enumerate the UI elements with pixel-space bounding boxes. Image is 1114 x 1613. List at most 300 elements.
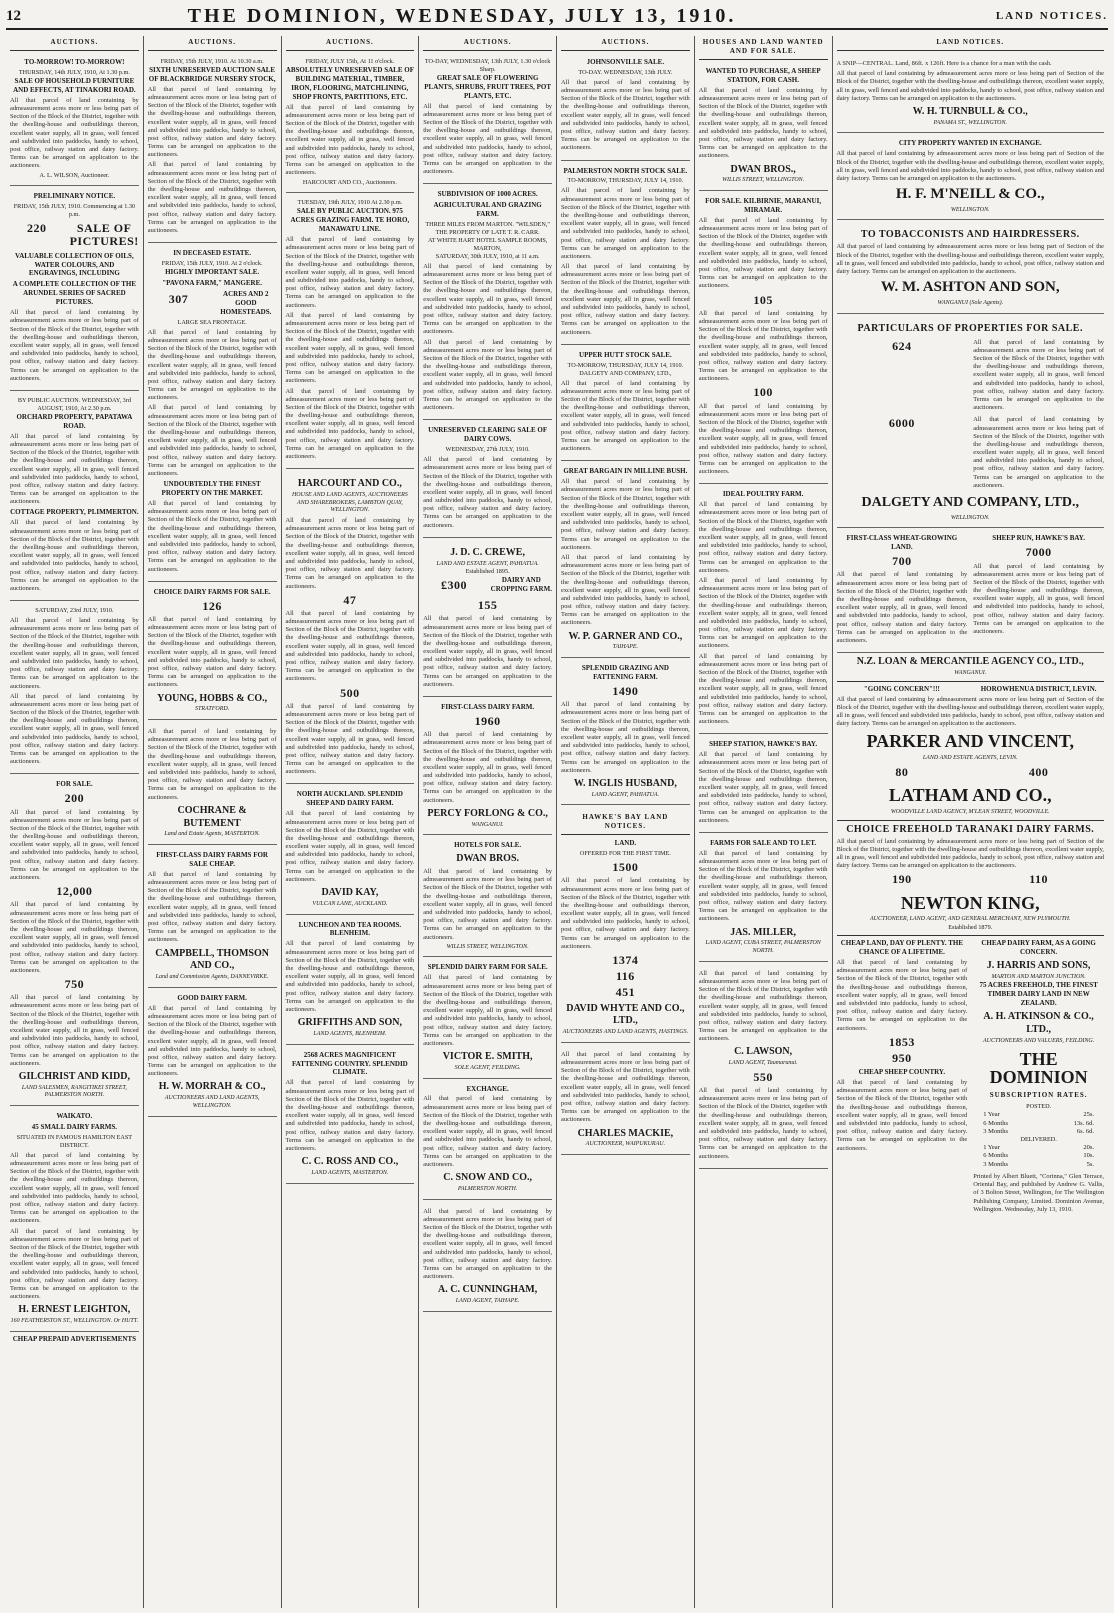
agent-address: LAND AND ESTATE AGENTS, LEVIN.	[922, 755, 1018, 762]
ad-body: All that parcel of land containing by admeasurement acres more or less being part of Section of the Block of the District, together with the dwelling-house and outbuildings thereon, excellent water supply, all in grass, well fenced and subdivided into paddocks, handy to school, post office, railway station and dairy factory. Terms can be arranged on application to the auctioneers.	[836, 243, 1104, 276]
rate-value: 5s.	[1086, 1160, 1094, 1168]
ad-body: All that parcel of land containing by admeasurement acres more or less being part of Section of the Block of the District, together with the dwelling-house and outbuildings thereon, excellent water supply, all in grass, well fenced and subdivided into paddocks, handy to school, post office, railway station and dairy factory. Terms can be arranged on application to the auctioneers.	[10, 1227, 139, 1301]
ad-body: All that parcel of land containing by admeasurement acres more or less being part of Section of the Block of the District, together with the dwelling-house and outbuildings thereon, excellent water supply, all in grass, well fenced and subdivided into paddocks, handy to school, post office, railway station and dairy factory. Terms can be arranged on application to the auctioneers.	[423, 868, 552, 941]
ad-title: FOR SALE. KILBIRNIE, MARANUI, MIRAMAR.	[705, 196, 822, 214]
page-columns	[6, 36, 1108, 1608]
ad-body: All that parcel of land containing by admeasurement acres more or less being part of Section of the Block of the District, together with the dwelling-house and outbuildings thereon, excellent water supply, all in grass, well fenced and subdivided into paddocks, handy to school, post office, railway station and dairy factory. Terms can be arranged on application to the auctioneers.	[147, 870, 277, 944]
ad-body: All that parcel of land containing by admeasurement acres more or less being part of Section of the Block of the District, together with the dwelling-house and outbuildings thereon, excellent water supply, all in grass, well fenced and subdivided into paddocks, handy to school, post office, railway station and dairy factory. Terms can be arranged on application to the auctioneers.	[423, 615, 552, 688]
agent-address: LAND AND ESTATE AGENT, PAHIATUA.	[436, 560, 539, 567]
newspaper-title: THE DOMINION, WEDNESDAY, JULY 13, 1910.	[187, 4, 737, 27]
ad-title: LUNCHEON AND TEA ROOMS. BLENHEIM.	[298, 920, 402, 938]
sale-ad	[699, 965, 828, 1169]
agent-address: Land and Commission Agents, DANNEVIRKE.	[155, 974, 269, 981]
rate-row	[973, 1128, 1104, 1136]
ad-subtitle: Established 1895.	[465, 568, 510, 576]
sale-ad	[837, 136, 1105, 220]
sale-ad	[423, 700, 552, 835]
ad-body: A SNIP—CENTRAL. Land, 86ft. x 126ft. Here is a chance for a man with the cash.	[836, 59, 1052, 67]
auction-ad	[561, 348, 690, 462]
auction-ad	[423, 423, 552, 538]
ad-title: GREAT BARGAIN IN MILLINE BUSH.	[563, 467, 688, 476]
ad-body: All that parcel of land containing by admeasurement acres more or less being part of Section of the Block of the District, together with the dwelling-house and outbuildings thereon, excellent water supply, all in grass, well fenced and subdivided into paddocks, handy to school, post office, railway station and dairy factory. Terms can be arranged on application to the auctioneers.	[147, 404, 277, 477]
rate-row	[973, 1161, 1104, 1169]
auction-ad	[423, 55, 552, 184]
ad-body: All that parcel of land containing by admeasurement acres more or less being part of Section of the Block of the District, together with the dwelling-house and outbuildings thereon, excellent water supply, all in grass, well fenced and subdivided into paddocks, handy to school, post office, railway station and dairy factory. Terms can be arranged on application to the auctioneers.	[836, 571, 968, 644]
ad-body: All that parcel of land containing by admeasurement acres more or less being part of Section of the Block of the District, together with the dwelling-house and outbuildings thereon, excellent water supply, all in grass, well fenced and subdivided into paddocks, handy to school, post office, railway station and dairy factory. Terms can be arranged on application to the auctioneers.	[423, 456, 552, 529]
rate-row	[973, 1144, 1104, 1152]
ad-body: All that parcel of land containing by admeasurement acres more or less being part of Section of the Block of the District, together with the dwelling-house and outbuildings thereon, excellent water supply, all in grass, well fenced and subdivided into paddocks, handy to school, post office, railway station and dairy factory. Terms can be arranged on application to the auctioneers.	[973, 416, 1104, 489]
ad-headline: CHOICE FREEHOLD TARANAKI DAIRY FARMS.	[846, 823, 1095, 835]
ad-title: "GOING CONCERN"!!!	[863, 684, 940, 693]
ad-title: HIGHLY IMPORTANT SALE.	[165, 268, 260, 277]
sale-ad	[561, 661, 690, 805]
ad-title: SIXTH UNRESERVED AUCTION SALE OF BLACKBRIDGE NURSERY STOCK,	[148, 65, 276, 83]
agent-name: H. F. M'NEILL & CO.,	[895, 186, 1045, 203]
ad-number: 47	[343, 592, 357, 607]
column-heading: LAND NOTICES.	[837, 36, 1105, 51]
column-1	[6, 36, 144, 1608]
sale-ad	[286, 918, 415, 1045]
column-heading: AUCTIONS.	[10, 36, 139, 51]
agent-address: HOUSE AND LAND AGENTS, AUCTIONEERS AND SHAREBROKERS, LAMBTON QUAY, WELLINGTON.	[291, 491, 408, 514]
ad-date: TO-MORROW, THURSDAY, JULY 14, 1910.	[567, 177, 684, 185]
agent-address: PANAMA ST., WELLINGTON.	[933, 119, 1007, 126]
agent-address: LAND SALESMEN, RANGITIKEI STREET, PALMERSTON NORTH.	[21, 1084, 127, 1099]
sale-ad	[837, 55, 1105, 133]
agent-ad	[286, 472, 415, 784]
ad-subtitle: OFFERED FOR THE FIRST TIME.	[579, 850, 671, 858]
auction-ad	[561, 55, 690, 161]
rate-value: 25s.	[1083, 1111, 1094, 1119]
ad-number: 550	[753, 1069, 773, 1084]
agent-name: YOUNG, HOBBS & CO.,	[157, 692, 268, 704]
ad-title: FOR SALE.	[56, 780, 93, 789]
agent-name: J. HARRIS AND SONS,	[986, 960, 1091, 971]
auction-ad	[10, 55, 139, 186]
agent-name: DWAN BROS.,	[730, 163, 796, 175]
ad-number: 200	[64, 791, 85, 806]
column-heading: AUCTIONS.	[423, 36, 552, 51]
agent-address: Land and Estate Agents, MASTERTON.	[164, 831, 260, 838]
ad-subtitle: SITUATED IN FAMOUS HAMILTON EAST DISTRICT.	[16, 1134, 133, 1149]
ad-body: All that parcel of land containing by admeasurement acres more or less being part of Section of the Block of the District, together with the dwelling-house and outbuildings thereon, excellent water supply, all in grass, well fenced and subdivided into paddocks, handy to school, post office, railway station and dairy factory. Terms can be arranged on application to the auctioneers.	[561, 379, 690, 453]
rate-value: 13s. 6d.	[1073, 1119, 1094, 1127]
ad-body: All that parcel of land containing by admeasurement acres more or less being part of Section of the Block of the District, together with the dwelling-house and outbuildings thereon, excellent water supply, all in grass, well fenced and subdivided into paddocks, handy to school, post office, railway station and dairy factory. Terms can be arranged on application to the auctioneers.	[836, 695, 1104, 728]
agent-name: PARKER AND VINCENT,	[866, 731, 1075, 752]
ad-body: All that parcel of land containing by admeasurement acres more or less being part of Section of the Block of the District, together with the dwelling-house and outbuildings thereon, excellent water supply, all in grass, well fenced and subdivided into paddocks, handy to school, post office, railway station and dairy factory. Terms can be arranged on application to the auctioneers.	[698, 849, 828, 923]
ad-title: GOOD DAIRY FARM.	[177, 993, 247, 1002]
ad-number: 220	[27, 221, 47, 236]
ad-date: SATURDAY, 30th JULY, 1910, at 11 a.m.	[435, 252, 540, 260]
ad-title: IN DECEASED ESTATE.	[173, 249, 251, 258]
ad-title: CITY PROPERTY WANTED IN EXCHANGE.	[898, 139, 1042, 148]
ad-number: 1853	[888, 1034, 915, 1049]
ad-title: SALE OF HOUSEHOLD FURNITURE AND EFFECTS, AT TINAKORI ROAD.	[13, 76, 136, 94]
agent-address: AUCTIONEERS AND LAND AGENTS, HASTINGS.	[562, 1029, 689, 1036]
ad-title: FIRST-CLASS DAIRY FARM.	[441, 703, 535, 712]
agent-address: WELLINGTON.	[950, 514, 990, 521]
sale-ad	[423, 960, 552, 1078]
ad-date: FRIDAY, 15th JULY, 1910. At 10.30 a.m.	[160, 57, 264, 65]
ad-body: All that parcel of land containing by admeasurement acres more or less being part of Section of the Block of the District, together with the dwelling-house and outbuildings thereon, excellent water supply, all in grass, well fenced and subdivided into paddocks, handy to school, post office, railway station and dairy factory. Terms can be arranged on application to the auctioneers.	[147, 328, 277, 402]
ad-body: All that parcel of land containing by admeasurement acres more or less being part of Section of the Block of the District, together with the dwelling-house and outbuildings thereon, excellent water supply, all in grass, well fenced and subdivided into paddocks, handy to school, post office, railway station and dairy factory. Terms can be arranged on application to the auctioneers.	[423, 1095, 552, 1168]
ad-body: All that parcel of land containing by admeasurement acres more or less being part of Section of the Block of the District, together with the dwelling-house and outbuildings thereon, excellent water supply, all in grass, well fenced and subdivided into paddocks, handy to school, post office, railway station and dairy factory. Terms can be arranged on application to the auctioneers.	[285, 103, 415, 177]
ad-body: All that parcel of land containing by admeasurement acres more or less being part of Section of the Block of the District, together with the dwelling-house and outbuildings thereon, excellent water supply, all in grass, well fenced and subdivided into paddocks, handy to school, post office, railway station and dairy factory. Terms can be arranged on application to the auctioneers.	[698, 1087, 828, 1160]
ad-body: All that parcel of land containing by admeasurement acres more or less being part of Section of the Block of the District, together with the dwelling-house and outbuildings thereon, excellent water supply, all in grass, well fenced and subdivided into paddocks, handy to school, post office, railway station and dairy factory. Terms can be arranged on application to the auctioneers.	[10, 309, 139, 382]
ad-title: IDEAL POULTRY FARM.	[722, 490, 804, 499]
ad-body: All that parcel of land containing by admeasurement acres more or less being part of Section of the Block of the District, together with the dwelling-house and outbuildings thereon, excellent water supply, all in grass, well fenced and subdivided into paddocks, handy to school, post office, railway station and dairy factory. Terms can be arranged on application to the auctioneers.	[698, 751, 828, 824]
ad-title: "PAVONA FARM," MANGERE.	[162, 279, 263, 288]
ad-number: 1960	[474, 713, 501, 728]
ad-title: SALE BY PUBLIC AUCTION. 975 ACRES GRAZING FARM. TE HORO, MANAWATU LINE.	[290, 207, 410, 234]
sale-ad	[423, 1203, 552, 1312]
ad-title: HOROWHENUA DISTRICT, LEVIN.	[980, 684, 1097, 693]
agent-name: C. LAWSON,	[734, 1046, 793, 1058]
agent-name: C. SNOW AND CO.,	[443, 1172, 532, 1184]
ad-body: All that parcel of land containing by admeasurement acres more or less being part of Section of the Block of the District, together with the dwelling-house and outbuildings thereon, excellent water supply, all in grass, well fenced and subdivided into paddocks, handy to school, post office, railway station and dairy factory. Terms can be arranged on application to the auctioneers.	[561, 478, 690, 551]
ad-number: 12,000	[56, 884, 93, 899]
agent-name: A. C. CUNNINGHAM,	[438, 1284, 538, 1296]
ad-title: PRELIMINARY NOTICE.	[33, 192, 116, 201]
auction-ad	[286, 55, 415, 193]
ad-title: PALMERSTON NORTH STOCK SALE.	[563, 166, 688, 175]
sale-ad	[699, 737, 828, 833]
sale-ad-pair	[837, 531, 1105, 653]
ad-title: CHEAP PREPAID ADVERTISEMENTS	[12, 1334, 137, 1343]
ad-date: THURSDAY, 14th JULY, 1910, At 1.30 p.m.	[18, 68, 130, 76]
page-number: 12	[6, 7, 21, 24]
rate-row	[973, 1111, 1104, 1119]
agent-name: COCHRANE & BUTEMENT	[177, 804, 247, 829]
ad-body: All that parcel of land containing by admeasurement acres more or less being part of Section of the Block of the District, together with the dwelling-house and outbuildings thereon, excellent water supply, all in grass, well fenced and subdivided into paddocks, handy to school, post office, railway station and dairy factory. Terms can be arranged on application to the auctioneers.	[698, 86, 828, 160]
ad-title: A COMPLETE COLLECTION OF THE ARUNDEL SERIES OF SACRED PICTURES.	[12, 280, 137, 307]
ad-title: WANTED TO PURCHASE, A SHEEP STATION, FOR CASH.	[705, 66, 821, 84]
agent-name: JAS. MILLER,	[730, 926, 797, 938]
sale-ad	[148, 585, 277, 720]
agent-address: WANGANUI.	[471, 821, 504, 828]
ad-body: All that parcel of land containing by admeasurement acres more or less being part of Section of the Block of the District, together with the dwelling-house and outbuildings thereon, excellent water supply, all in grass, well fenced and subdivided into paddocks, handy to school, post office, railway station and dairy factory. Terms can be arranged on application to the auctioneers.	[285, 236, 415, 309]
sale-ad	[286, 787, 415, 914]
ad-body: All that parcel of land containing by admeasurement acres more or less being part of Section of the Block of the District, together with the dwelling-house and outbuildings thereon, excellent water supply, all in grass, well fenced and subdivided into paddocks, handy to school, post office, railway station and dairy factory. Terms can be arranged on application to the auctioneers.	[285, 609, 415, 683]
agent-address: WANGANUI (Sole Agents).	[937, 299, 1004, 306]
sale-ad	[423, 838, 552, 957]
ad-title: SHEEP RUN, HAWKE'S BAY.	[992, 534, 1085, 543]
bottom-ads	[837, 939, 1105, 1214]
ad-number: 100	[753, 385, 773, 400]
ad-signature: HARCOURT AND CO., Auctioneers.	[302, 179, 397, 187]
ad-title: EXCHANGE.	[466, 1084, 509, 1093]
auction-ad	[561, 164, 690, 345]
agent-name: DWAN BROS.	[456, 853, 520, 865]
ad-number: 190	[892, 872, 912, 887]
sale-ad	[561, 808, 690, 1043]
ad-headline: TO TOBACCONISTS AND HAIRDRESSERS.	[860, 229, 1080, 241]
auction-ad	[286, 196, 415, 469]
ad-number: 126	[202, 598, 222, 613]
auction-ad	[148, 246, 277, 582]
ad-title: ORCHARD PROPERTY, PAPATAWA ROAD.	[16, 412, 133, 430]
ad-number: 1374	[612, 953, 639, 968]
wanted-ad	[699, 64, 828, 191]
rates-subhead: POSTED.	[1026, 1103, 1052, 1111]
ad-title: SPLENDID GRAZING AND FATTENING FARM.	[581, 664, 669, 682]
ad-number: 400	[1028, 764, 1049, 779]
agent-name: DAVID KAY,	[321, 887, 379, 899]
rate-label: 1 Year	[983, 1144, 1000, 1152]
ad-title: SPLENDID DAIRY FARM FOR SALE.	[427, 963, 548, 972]
agent-name: DALGETY AND COMPANY, LTD.,	[861, 495, 1080, 511]
agent-name: CAMPBELL, THOMSON AND CO.,	[155, 947, 269, 972]
column-5	[557, 36, 695, 1608]
column-3	[282, 36, 420, 1608]
wheat-ad	[837, 534, 968, 647]
agent-address: LAND AGENT, Taumarunui.	[728, 1060, 798, 1067]
ad-body: All that parcel of land containing by admeasurement acres more or less being part of Section of the Block of the District, together with the dwelling-house and outbuildings thereon, excellent water supply, all in grass, well fenced and subdivided into paddocks, handy to school, post office, railway station and dairy factory. Terms can be arranged on application to the auctioneers.	[10, 519, 139, 592]
agent-name: PERCY FORLONG & CO.,	[427, 807, 548, 819]
rates-heading: SUBSCRIPTION RATES.	[989, 1091, 1088, 1100]
ad-body: All that parcel of land containing by admeasurement acres more or less being part of Section of the Block of the District, together with the dwelling-house and outbuildings thereon, excellent water supply, all in grass, well fenced and subdivided into paddocks, handy to school, post office, railway station and dairy factory. Terms can be arranged on application to the auctioneers.	[836, 70, 1104, 102]
ad-body: All that parcel of land containing by admeasurement acres more or less being part of Section of the Block of the District, together with the dwelling-house and outbuildings thereon, excellent water supply, all in grass, well fenced and subdivided into paddocks, handy to school, post office, railway station and dairy factory. Terms can be arranged on application to the auctioneers.	[147, 728, 277, 801]
agent-address: AUCTIONEERS AND VALUERS, FEILDING.	[982, 1037, 1095, 1044]
ad-body: All that parcel of land containing by admeasurement acres more or less being part of Section of the Block of the District, together with the dwelling-house and outbuildings thereon, excellent water supply, all in grass, well fenced and subdivided into paddocks, handy to school, post office, railway station and dairy factory. Terms can be arranged on application to the auctioneers.	[973, 338, 1104, 412]
ad-title: DAIRY AND CROPPING FARM.	[490, 576, 552, 594]
ad-title: CHOICE DAIRY FARMS FOR SALE.	[153, 587, 271, 596]
agent-address: VULCAN LANE, AUCKLAND.	[312, 900, 388, 907]
agent-name: HARCOURT AND CO.,	[297, 478, 402, 490]
column-heading: AUCTIONS.	[561, 36, 690, 51]
ad-body: All that parcel of land containing by admeasurement acres more or less being part of Section of the Block of the District, together with the dwelling-house and outbuildings thereon, excellent water supply, all in grass, well fenced and subdivided into paddocks, handy to school, post office, railway station and dairy factory. Terms can be arranged on application to the auctioneers.	[285, 702, 415, 776]
agent-address: LAND AGENT, CUBA STREET, PALMERSTON NORTH.	[705, 940, 821, 955]
agent-name: GILCHRIST AND KIDD,	[18, 1070, 130, 1082]
ad-body: All that parcel of land containing by admeasurement acres more or less being part of Section of the Block of the District, together with the dwelling-house and outbuildings thereon, excellent water supply, all in grass, well fenced and subdivided into paddocks, handy to school, post office, railway station and dairy factory. Terms can be arranged on application to the auctioneers.	[423, 974, 552, 1047]
ad-number: 950	[892, 1050, 912, 1065]
auction-ad	[10, 604, 139, 774]
ad-date: TUESDAY, 19th JULY, 1910 At 2.30 p.m.	[297, 199, 403, 207]
rate-label: 6 Months	[983, 1152, 1008, 1160]
agent-address: AUCTIONEERS AND LAND AGENTS, WELLINGTON.	[164, 1095, 260, 1109]
ad-title: 45 SMALL DAIRY FARMS.	[31, 1123, 118, 1132]
ad-body: All that parcel of land containing by admeasurement acres more or less being part of Section of the Block of the District, together with the dwelling-house and outbuildings thereon, excellent water supply, all in grass, well fenced and subdivided into paddocks, handy to school, post office, railway station and dairy factory. Terms can be arranged on application to the auctioneers.	[836, 837, 1104, 870]
ad-title: 75 ACRES FREEHOLD, THE FINEST TIMBER DAIRY LAND IN NEW ZEALAND.	[979, 981, 1098, 1008]
ad-title: CHEAP SHEEP COUNTRY.	[858, 1068, 946, 1077]
column-heading: AUCTIONS.	[148, 36, 277, 51]
ad-number: 451	[615, 985, 636, 1000]
masthead	[6, 4, 1108, 30]
ad-body: All that parcel of land containing by admeasurement acres more or less being part of Section of the Block of the District, together with the dwelling-house and outbuildings thereon, excellent water supply, all in grass, well fenced and subdivided into paddocks, handy to school, post office, railway station and dairy factory. Terms can be arranged on application to the auctioneers.	[423, 1207, 552, 1281]
ad-date: FRIDAY, 15th JULY, 1910. At 2 o'clock.	[161, 260, 263, 268]
ad-body: All that parcel of land containing by admeasurement acres more or less being part of Section of the Block of the District, together with the dwelling-house and outbuildings thereon, excellent water supply, all in grass, well fenced and subdivided into paddocks, handy to school, post office, railway station and dairy factory. Terms can be arranged on application to the auctioneers.	[698, 216, 828, 290]
ad-title: ACRES AND 2 GOOD HOMESTEADS.	[220, 289, 272, 316]
rate-value: 6s. 6d.	[1076, 1127, 1094, 1135]
agent-address: WELLINGTON.	[950, 206, 990, 213]
ad-title: HOTELS FOR SALE.	[454, 841, 522, 850]
ad-body: All that parcel of land containing by admeasurement acres more or less being part of Section of the Block of the District, together with the dwelling-house and outbuildings thereon, excellent water supply, all in grass, well fenced and subdivided into paddocks, handy to school, post office, railway station and dairy factory. Terms can be arranged on application to the auctioneers.	[147, 161, 277, 234]
auction-ad	[10, 189, 139, 391]
column-heading: HOUSES AND LAND WANTED AND FOR SALE.	[699, 36, 828, 60]
section-header: LAND NOTICES.	[995, 10, 1108, 22]
ad-title: UNDOUBTEDLY THE FINEST PROPERTY ON THE MARKET.	[161, 480, 263, 498]
ad-title: UNRESERVED CLEARING SALE OF DAIRY COWS.	[428, 426, 548, 444]
agent-address: PALMERSTON NORTH.	[457, 1185, 518, 1192]
agent-name: W. M. ASHTON AND SON,	[880, 279, 1060, 296]
ad-number: 7000	[1025, 545, 1052, 560]
agent-address: WOODVILLE LAND AGENCY, M'LEAN STREET, WOODVILLE.	[890, 808, 1050, 815]
ad-body: All that parcel of land containing by admeasurement acres more or less being part of Section of the Block of the District, together with the dwelling-house and outbuildings thereon, excellent water supply, all in grass, well fenced and subdivided into paddocks, handy to school, post office, railway station and dairy factory. Terms can be arranged on application to the auctioneers.	[285, 517, 415, 590]
ad-title: GREAT SALE OF FLOWERING PLANTS, SHRUBS, FRUIT TREES, POT PLANTS, ETC.	[424, 73, 551, 100]
dominion-logo: THE DOMINION	[989, 1048, 1088, 1088]
sale-ad	[561, 1046, 690, 1155]
ad-body: All that parcel of land containing by admeasurement acres more or less being part of Section of the Block of the District, together with the dwelling-house and outbuildings thereon, excellent water supply, all in grass, well fenced and subdivided into paddocks, handy to school, post office, railway station and dairy factory. Terms can be arranged on application to the auctioneers.	[561, 1050, 690, 1124]
sale-ad	[561, 464, 690, 658]
ad-body: All that parcel of land containing by admeasurement acres more or less being part of Section of the Block of the District, together with the dwelling-house and outbuildings thereon, excellent water supply, all in grass, well fenced and subdivided into paddocks, handy to school, post office, railway station and dairy factory. Terms can be arranged on application to the auctioneers.	[10, 901, 139, 974]
sale-ad	[423, 1082, 552, 1200]
ad-title: JOHNSONVILLE SALE.	[586, 57, 665, 66]
ad-number: 500	[340, 685, 360, 700]
ad-title: TO-MORROW! TO-MORROW!	[24, 57, 125, 66]
imprint: Printed by Albert Bluett, "Corinna," Glen Terrace, Oriental Bay, and published by Andrew G. Vallis, of 3 Bolton Street, Wellington, for The Wellington Publishing Company, Limited. Dominion Avenue, Wellington. Wednesday, July 13, 1910.	[973, 1173, 1104, 1213]
ad-date: BY PUBLIC AUCTION. WEDNESDAY, 3rd AUGUST, 1910, At 2.30 p.m.	[17, 396, 131, 412]
sale-ad	[699, 836, 828, 962]
ad-body: All that parcel of land containing by admeasurement acres more or less being part of Section of the Block of the District, together with the dwelling-house and outbuildings thereon, excellent water supply, all in grass, well fenced and subdivided into paddocks, handy to school, post office, railway station and dairy factory. Terms can be arranged on application to the auctioneers.	[285, 810, 415, 883]
rate-label: 3 Months	[983, 1160, 1008, 1168]
ad-title: CHEAP LAND, DAY OF PLENTY. THE CHANCE OF A LIFETIME.	[840, 939, 964, 957]
ad-title: NORTH AUCKLAND. SPLENDID SHEEP AND DAIRY FARM.	[296, 790, 403, 808]
agent-name: GRIFFITHS AND SON,	[297, 1017, 402, 1029]
ad-body: All that parcel of land containing by admeasurement acres more or less being part of Section of the Block of the District, together with the dwelling-house and outbuildings thereon, excellent water supply, all in grass, well fenced and subdivided into paddocks, handy to school, post office, railway station and dairy factory. Terms can be arranged on application to the auctioneers.	[10, 808, 139, 882]
agent-address: TAIHAPE.	[612, 644, 639, 651]
column-4	[419, 36, 557, 1608]
column-heading: AUCTIONS.	[286, 36, 415, 51]
ad-signature: DALGETY AND COMPANY, LTD.,	[579, 369, 672, 377]
ad-body: All that parcel of land containing by admeasurement acres more or less being part of Section of the Block of the District, together with the dwelling-house and outbuildings thereon, excellent water supply, all in grass, well fenced and subdivided into paddocks, handy to school, post office, railway station and dairy factory. Terms can be arranged on application to the auctioneers.	[423, 262, 552, 336]
rate-label: 1 Year	[983, 1111, 1000, 1119]
ad-number: 105	[753, 292, 773, 307]
agent-address: SOLE AGENT, FEILDING.	[454, 1064, 521, 1071]
rate-row	[973, 1152, 1104, 1160]
ad-title: SUBDIVISION OF 1000 ACRES.	[437, 190, 538, 199]
ad-number: 155	[477, 598, 498, 613]
ad-body: All that parcel of land containing by admeasurement acres more or less being part of Section of the Block of the District, together with the dwelling-house and outbuildings thereon, excellent water supply, all in grass, well fenced and subdivided into paddocks, handy to school, post office, railway station and dairy factory. Terms can be arranged on application to the auctioneers.	[10, 994, 139, 1067]
ad-date: FRIDAY, JULY 15th, At 11 o'clock.	[305, 57, 395, 65]
ad-title: VALUABLE COLLECTION OF OILS, WATER COLOURS, AND ENGRAVINGS, INCLUDING	[15, 251, 134, 278]
ad-title: FIRST-CLASS DAIRY FARMS FOR SALE CHEAP.	[156, 850, 268, 868]
ad-headline: PARTICULARS OF PROPERTIES FOR SALE.	[857, 322, 1083, 334]
rate-value: 20s.	[1083, 1144, 1094, 1152]
ad-body: All that parcel of land containing by admeasurement acres more or less being part of Section of the Block of the District, together with the dwelling-house and outbuildings thereon, excellent water supply, all in grass, well fenced and subdivided into paddocks, handy to school, post office, railway station and dairy factory. Terms can be arranged on application to the auctioneers.	[285, 387, 415, 460]
ad-title: LAND.	[614, 839, 637, 848]
levin-header	[837, 685, 1105, 696]
sale-ad	[286, 1048, 415, 1184]
ad-subtitle: THREE MILES FROM MARTON. "WILSDEN," THE PROPERTY OF LATE T. R. CARR.	[425, 221, 550, 237]
ad-title: CHEAP DAIRY FARM, AS A GOING CONCERN.	[981, 939, 1096, 957]
sheep-run-ad	[973, 534, 1104, 647]
ad-body: All that parcel of land containing by admeasurement acres more or less being part of Section of the Block of the District, together with the dwelling-house and outbuildings thereon, excellent water supply, all in grass, well fenced and subdivided into paddocks, handy to school, post office, railway station and dairy factory. Terms can be arranged on application to the auctioneers.	[836, 959, 968, 1032]
sale-ad	[10, 777, 139, 1106]
ad-date: TO-DAY. WEDNESDAY, 13th JULY.	[578, 68, 673, 76]
agent-name: H. ERNEST LEIGHTON,	[18, 1304, 131, 1316]
ad-body: All that parcel of land containing by admeasurement acres more or less being part of Section of the Block of the District, together with the dwelling-house and outbuildings thereon, excellent water supply, all in grass, well fenced and subdivided into paddocks, handy to school, post office, railway station and dairy factory. Terms can be arranged on application to the auctioneers.	[698, 969, 828, 1043]
agent-name: W. INGLIS HUSBAND,	[573, 777, 677, 789]
ad-body: All that parcel of land containing by admeasurement acres more or less being part of Section of the Block of the District, together with the dwelling-house and outbuildings thereon, excellent water supply, all in grass, well fenced and subdivided into paddocks, handy to school, post office, railway station and dairy factory. Terms can be arranged on application to the auctioneers.	[698, 652, 828, 726]
auction-ad	[148, 55, 277, 243]
ad-number: 700	[892, 554, 912, 569]
ad-number: 307	[168, 291, 189, 306]
agent-name: A. H. ATKINSON & CO., LTD.,	[983, 1011, 1094, 1036]
sale-ad	[10, 1109, 139, 1332]
ad-body: All that parcel of land containing by admeasurement acres more or less being part of Section of the Block of the District, together with the dwelling-house and outbuildings thereon, excellent water supply, all in grass, well fenced and subdivided into paddocks, handy to school, post office, railway station and dairy factory. Terms can be arranged on application to the auctioneers.	[561, 553, 690, 627]
ad-date: TO-DAY, WEDNESDAY, 13th JULY, 1.30 o'clock Sharp.	[424, 57, 551, 73]
ad-title: WAIKATO.	[56, 1112, 93, 1121]
rate-row	[973, 1120, 1104, 1128]
agent-address: LAND AGENT, PAHIATUA.	[591, 791, 660, 798]
ad-number: 6000	[888, 416, 915, 431]
ad-title: COTTAGE PROPERTY, PLIMMERTON.	[10, 508, 139, 517]
agent-name: LATHAM AND CO.,	[888, 785, 1052, 806]
rate-value: 10s.	[1083, 1152, 1094, 1160]
agent-name: N.Z. LOAN & MERCANTILE AGENCY CO., LTD.,	[856, 656, 1084, 668]
ad-body: All that parcel of land containing by admeasurement acres more or less being part of Section of the Block of the District, together with the dwelling-house and outbuildings thereon, excellent water supply, all in grass, well fenced and subdivided into paddocks, handy to school, post office, railway station and dairy factory. Terms can be arranged on application to the auctioneers.	[561, 78, 690, 152]
cheap-land-ad	[837, 939, 968, 1214]
ad-body: All that parcel of land containing by admeasurement acres more or less being part of Section of the Block of the District, together with the dwelling-house and outbuildings thereon, excellent water supply, all in grass, well fenced and subdivided into paddocks, handy to school, post office, railway station and dairy factory. Terms can be arranged on application to the auctioneers.	[147, 85, 277, 159]
ad-body: All that parcel of land containing by admeasurement acres more or less being part of Section of the Block of the District, together with the dwelling-house and outbuildings thereon, excellent water supply, all in grass, well fenced and subdivided into paddocks, handy to school, post office, railway station and dairy factory. Terms can be arranged on application to the auctioneers.	[147, 1004, 277, 1078]
ad-body: All that parcel of land containing by admeasurement acres more or less being part of Section of the Block of the District, together with the dwelling-house and outbuildings thereon, excellent water supply, all in grass, well fenced and subdivided into paddocks, handy to school, post office, railway station and dairy factory. Terms can be arranged on application to the auctioneers.	[698, 501, 828, 574]
ad-title: FARMS FOR SALE AND TO LET.	[710, 838, 817, 847]
land-notices-column	[833, 36, 1109, 1608]
agent-address: WILLIS STREET, WELLINGTON.	[446, 943, 529, 950]
sale-ad	[148, 991, 277, 1117]
ad-body: All that parcel of land containing by admeasurement acres more or less being part of Section of the Block of the District, together with the dwelling-house and outbuildings thereon, excellent water supply, all in grass, well fenced and subdivided into paddocks, handy to school, post office, railway station and dairy factory. Terms can be arranged on application to the auctioneers.	[561, 877, 690, 950]
ad-body: All that parcel of land containing by admeasurement acres more or less being part of Section of the Block of the District, together with the dwelling-house and outbuildings thereon, excellent water supply, all in grass, well fenced and subdivided into paddocks, handy to school, post office, railway station and dairy factory. Terms can be arranged on application to the auctioneers.	[285, 940, 415, 1013]
ad-body: All that parcel of land containing by admeasurement acres more or less being part of Section of the Block of the District, together with the dwelling-house and outbuildings thereon, excellent water supply, all in grass, well fenced and subdivided into paddocks, handy to school, post office, railway station and dairy factory. Terms can be arranged on application to the auctioneers.	[10, 432, 139, 506]
ad-number: 110	[1029, 872, 1049, 887]
agent-name: W. H. TURNBULL & CO.,	[912, 105, 1028, 117]
ad-body: All that parcel of land containing by admeasurement acres more or less being part of Section of the Block of the District, together with the dwelling-house and outbuildings thereon, excellent water supply, all in grass, well fenced and subdivided into paddocks, handy to school, post office, railway station and dairy factory. Terms can be arranged on application to the auctioneers.	[147, 615, 277, 689]
sale-ad	[148, 723, 277, 845]
cheap-dairy-ad	[973, 939, 1104, 1214]
agent-ad	[423, 541, 552, 697]
section-heading: HAWKE'S BAY LAND NOTICES.	[561, 811, 690, 835]
agent-name: H. W. MORRAH & CO.,	[158, 1081, 266, 1093]
ad-number: 624	[892, 338, 912, 353]
agent-address: LAND AGENTS, MASTERTON.	[311, 1169, 389, 1176]
ad-body: All that parcel of land containing by admeasurement acres more or less being part of Section of the Block of the District, together with the dwelling-house and outbuildings thereon, excellent water supply, all in grass, well fenced and subdivided into paddocks, handy to school, post office, railway station and dairy factory. Terms can be arranged on application to the auctioneers.	[10, 1151, 139, 1225]
agent-address: AUCTIONEER, WAIPUKURAU.	[585, 1141, 666, 1148]
ad-date: TO-MORROW, THURSDAY, JULY 14, 1910.	[567, 361, 684, 369]
agent-address: WANGANUI.	[954, 669, 987, 676]
ad-body: All that parcel of land containing by admeasurement acres more or less being part of Section of the Block of the District, together with the dwelling-house and outbuildings thereon, excellent water supply, all in grass, well fenced and subdivided into paddocks, handy to school, post office, railway station and dairy factory. Terms can be arranged on application to the auctioneers.	[561, 263, 690, 336]
agent-name: DAVID WHYTE AND CO., LTD.,	[566, 1002, 685, 1027]
agent-address: WILLIS STREET, WELLINGTON.	[722, 177, 805, 184]
sale-ad	[699, 194, 828, 484]
ad-subtitle: AT WHITE HART HOTEL SAMPLE ROOMS, MARTON,	[427, 237, 548, 253]
ad-body: All that parcel of land containing by admeasurement acres more or less being part of Section of the Block of the District, together with the dwelling-house and outbuildings thereon, excellent water supply, all in grass, well fenced and subdivided into paddocks, handy to school, post office, railway station and dairy factory. Terms can be arranged on application to the auctioneers.	[10, 617, 139, 690]
ad-body: All that parcel of land containing by admeasurement acres more or less being part of Section of the Block of the District, together with the dwelling-house and outbuildings thereon, excellent water supply, all in grass, well fenced and subdivided into paddocks, handy to school, post office, railway station and dairy factory. Terms can be arranged on application to the auctioneers.	[836, 150, 1104, 182]
column-2	[144, 36, 282, 1608]
ad-body: All that parcel of land containing by admeasurement acres more or less being part of Section of the Block of the District, together with the dwelling-house and outbuildings thereon, excellent water supply, all in grass, well fenced and subdivided into paddocks, handy to school, post office, railway station and dairy factory. Terms can be arranged on application to the auctioneers.	[10, 96, 139, 170]
ad-body: All that parcel of land containing by admeasurement acres more or less being part of Section of the Block of the District, together with the dwelling-house and outbuildings thereon, excellent water supply, all in grass, well fenced and subdivided into paddocks, handy to school, post office, railway station and dairy factory. Terms can be arranged on application to the auctioneers.	[423, 102, 552, 176]
ad-headline: SALE OF PICTURES!	[69, 221, 139, 249]
auction-ad	[423, 187, 552, 420]
ad-title: SHEEP STATION, HAWKE'S BAY.	[709, 740, 818, 749]
ad-number: 1490	[612, 684, 639, 699]
ad-title: AGRICULTURAL AND GRAZING FARM.	[433, 201, 542, 219]
sale-ad	[699, 487, 828, 734]
ad-number: 1500	[612, 860, 639, 875]
ad-signature: A. L. WILSON, Auctioneer.	[39, 172, 110, 180]
agent-name: CHARLES MACKIE,	[577, 1127, 674, 1139]
sale-ad	[837, 317, 1105, 529]
rate-label: 3 Months	[983, 1127, 1008, 1135]
